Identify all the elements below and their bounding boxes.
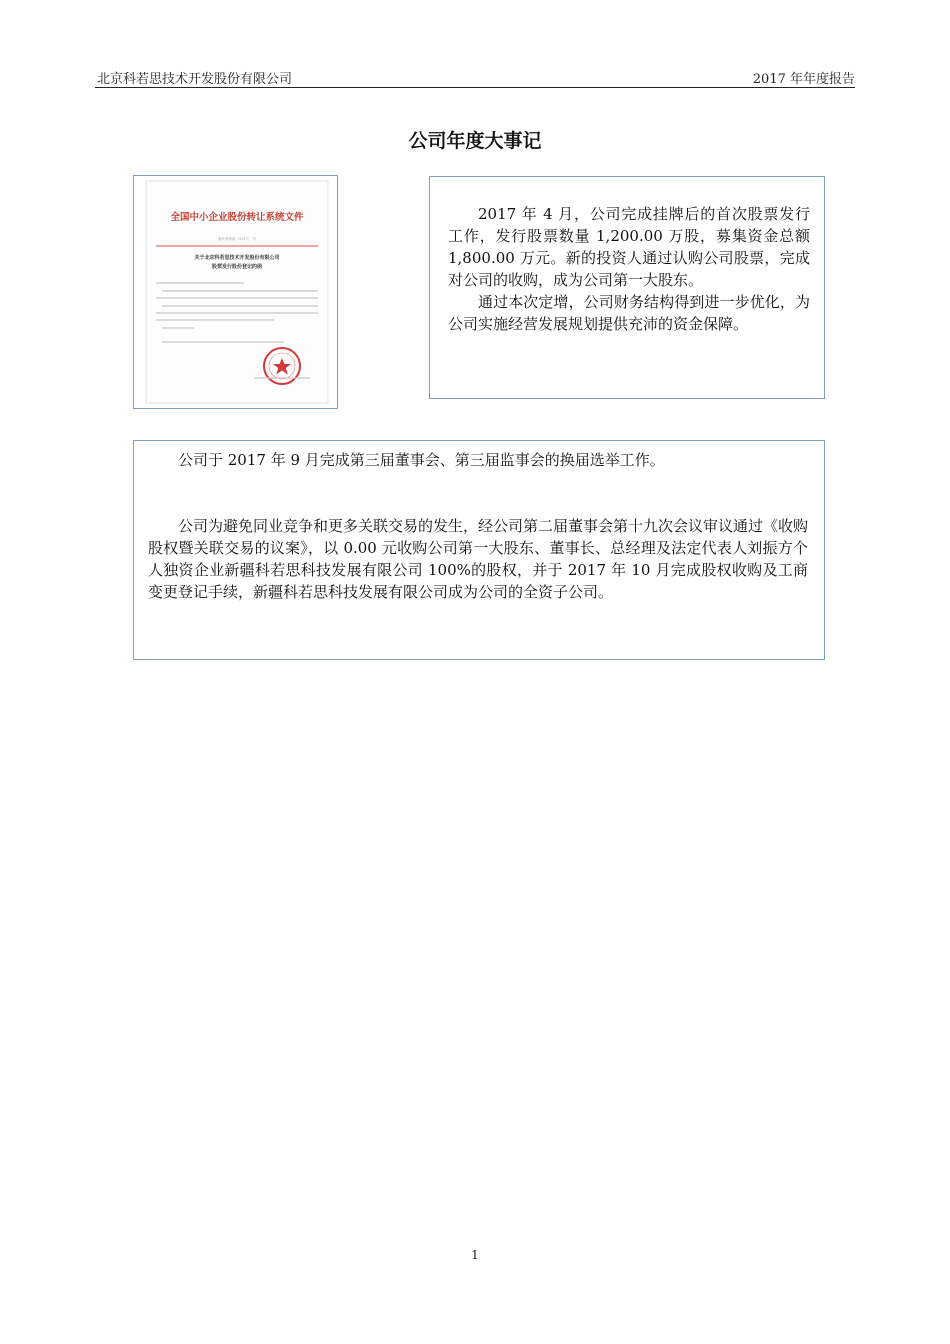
official-letter-scan <box>134 176 337 408</box>
paragraph-spacer <box>148 471 808 515</box>
event-paragraph: 公司为避免同业竞争和更多关联交易的发生，经公司第二届董事会第十九次会议审议通过《收购股权暨关联交易的议案》，以 0.00 元收购公司第一大股东、董事长、总经理及法定代表人刘振方个人独资企业新疆科若思科技发展有限公司 100%的股权，并于 2017 年 10 月完成股权收购及工商变更登记手续，新疆科若思科技发展有限公司成为公司的全资子公司。 <box>148 517 809 601</box>
header-report-title: 2017 年年度报告 <box>752 72 855 87</box>
official-letter-image <box>133 175 338 409</box>
event-paragraph: 通过本次定增，公司财务结构得到进一步优化，为公司实施经营发展规划提供充沛的资金保障。 <box>448 293 810 333</box>
event-box-board-election-acquisition <box>133 440 825 660</box>
letter-subject-line-1: 关于北京科若思技术开发股份有限公司 <box>194 255 280 261</box>
page-number: 1 <box>471 1248 479 1262</box>
header-company-name: 北京科若思技术开发股份有限公司 <box>97 72 293 87</box>
event-box-stock-issuance <box>429 176 825 399</box>
header-divider <box>95 87 855 88</box>
page-title: 公司年度大事记 <box>408 130 542 152</box>
letter-heading: 全国中小企业股份转让系统文件 <box>170 212 304 223</box>
event-paragraph: 公司于 2017 年 9 月完成第三届董事会、第三届监事会的换届选举工作。 <box>178 451 665 469</box>
letter-doc-number: 股转系统函〔2017〕 号 <box>217 237 257 241</box>
event-paragraph: 2017 年 4 月，公司完成挂牌后的首次股票发行工作，发行股票数量 1,200.00 万股，募集资金总额 1,800.00 万元。新的投资人通过认购公司股票，完成对公司的收购，成为公司第一大股东。 <box>448 205 810 289</box>
letter-subject-line-2: 股票发行股份登记的函 <box>211 264 263 270</box>
